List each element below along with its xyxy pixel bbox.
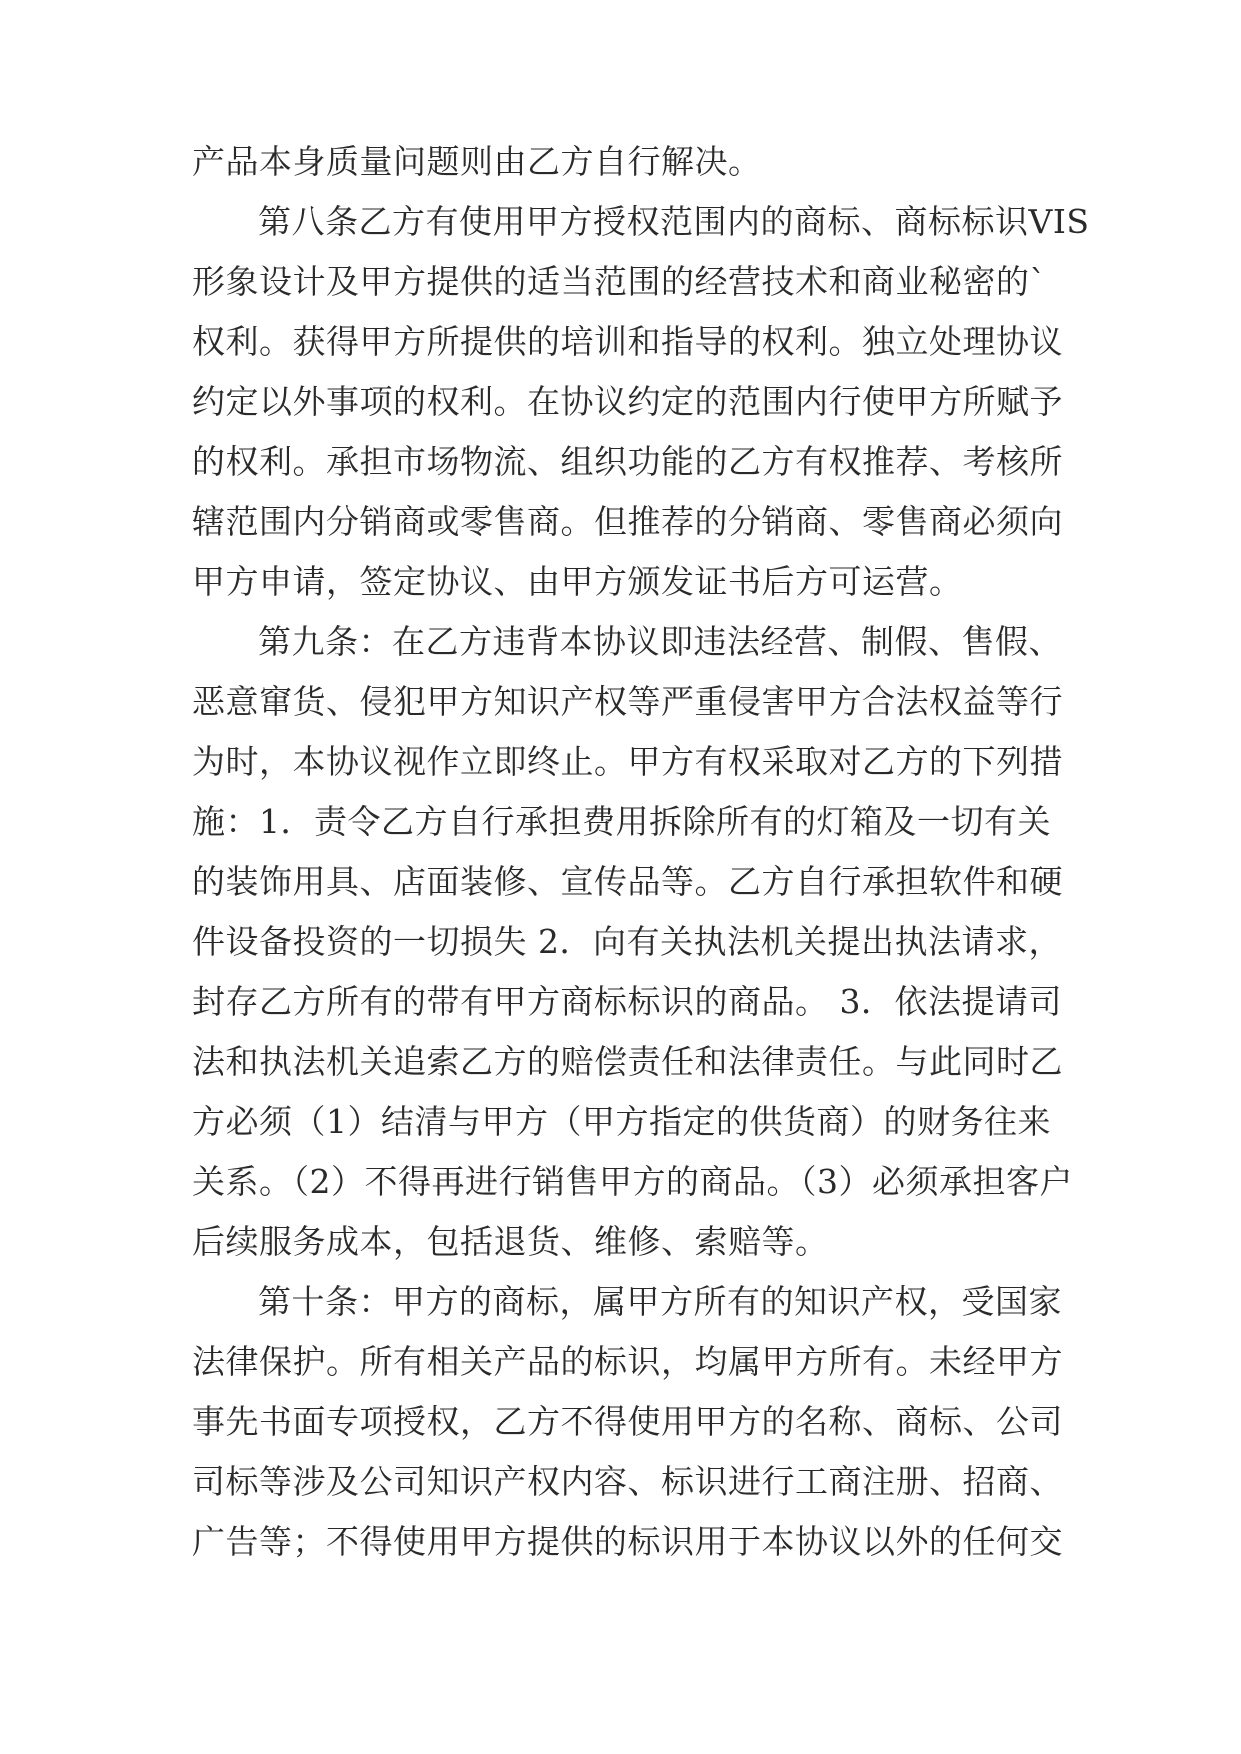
body-text-line: 件设备投资的一切损失 2．向有关执法机关提出执法请求， [192,922,1062,961]
body-text-line: 甲方申请，签定协议、由甲方颁发证书后方可运营。 [192,562,963,601]
article-9-heading-line: 第九条：在乙方违背本协议即违法经营、制假、售假、 [258,622,1062,661]
body-text-line: 方必须（1）结清与甲方（甲方指定的供货商）的财务往来 [192,1102,1051,1141]
body-text-line: 广告等；不得使用甲方提供的标识用于本协议以外的任何交 [192,1522,1063,1561]
body-text-line: 辖范围内分销商或零售商。但推荐的分销商、零售商必须向 [192,502,1063,541]
body-text-line: 事先书面专项授权，乙方不得使用甲方的名称、商标、公司 [192,1402,1063,1441]
body-text-line: 恶意窜货、侵犯甲方知识产权等严重侵害甲方合法权益等行 [192,682,1063,721]
body-text-line: 的装饰用具、店面装修、宣传品等。乙方自行承担软件和硬 [192,862,1063,901]
body-text-line: 司标等涉及公司知识产权内容、标识进行工商注册、招商、 [192,1462,1063,1501]
body-text-line: 约定以外事项的权利。在协议约定的范围内行使甲方所赋予 [192,382,1063,421]
body-text-line: 施：1．责令乙方自行承担费用拆除所有的灯箱及一切有关 [192,802,1051,841]
body-text-line: 法律保护。所有相关产品的标识，均属甲方所有。未经甲方 [192,1342,1063,1381]
body-text-line: 封存乙方所有的带有甲方商标标识的商品。 3．依法提请司 [192,982,1062,1021]
article-10-heading-line: 第十条：甲方的商标，属甲方所有的知识产权，受国家 [258,1282,1062,1321]
body-text-line: 形象设计及甲方提供的适当范围的经营技术和商业秘密的` [192,262,1047,301]
body-text-line: 后续服务成本，包括退货、维修、索赔等。 [192,1222,829,1261]
body-text-line: 权利。获得甲方所提供的培训和指导的权利。独立处理协议 [192,322,1063,361]
body-text-line: 法和执法机关追索乙方的赔偿责任和法律责任。与此同时乙 [192,1042,1063,1081]
article-8-heading-line: 第八条乙方有使用甲方授权范围内的商标、商标标识VIS [258,202,1090,241]
body-text-line: 为时，本协议视作立即终止。甲方有权采取对乙方的下列措 [192,742,1063,781]
body-text-line: 产品本身质量问题则由乙方自行解决。 [192,142,762,181]
body-text-line: 关系。（2）不得再进行销售甲方的商品。（3）必须承担客户 [192,1162,1073,1201]
body-text-line: 的权利。承担市场物流、组织功能的乙方有权推荐、考核所 [192,442,1063,481]
